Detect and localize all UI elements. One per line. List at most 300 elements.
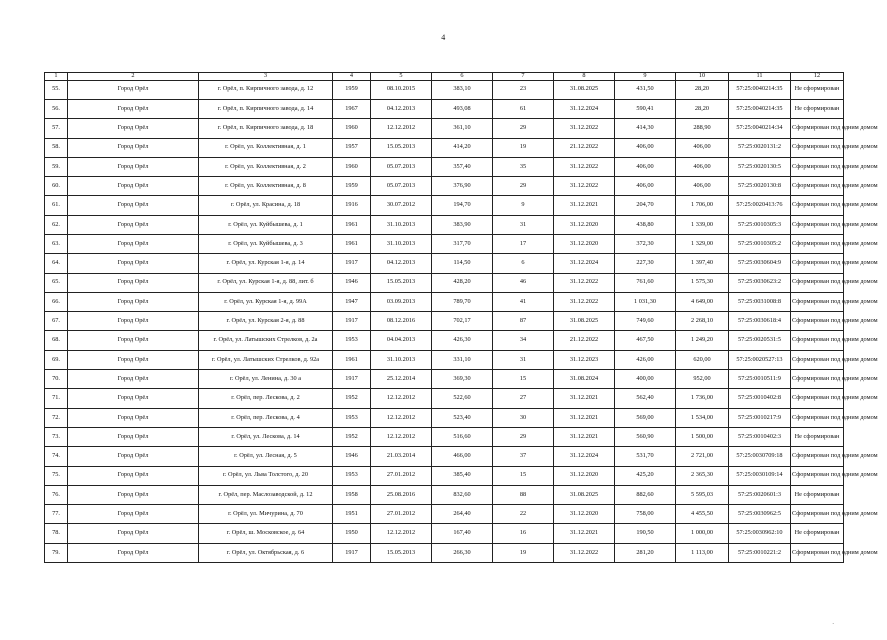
planned-resettlement-date-cell: 31.12.2021 xyxy=(554,389,615,408)
cadastral-number-cell: 57:25:0030604:9 xyxy=(729,254,791,273)
land-plot-status-cell: Сформирован под одним домом xyxy=(791,331,844,350)
row-number-cell: 55. xyxy=(45,80,68,99)
year-built-cell: 1946 xyxy=(333,447,371,466)
resettlement-area-cell: 560,90 xyxy=(615,427,676,446)
cadastral-number-cell: 57:25:0031008:8 xyxy=(729,292,791,311)
area-cell: 522,60 xyxy=(432,389,493,408)
municipality-cell: Город Орёл xyxy=(68,427,199,446)
table-row xyxy=(45,99,844,118)
land-plot-status-cell: Сформирован под одним домом xyxy=(791,138,844,157)
residents-cell: 15 xyxy=(493,370,554,389)
residents-cell: 87 xyxy=(493,312,554,331)
table-row xyxy=(45,408,844,427)
row-number-cell: 68. xyxy=(45,331,68,350)
table-row xyxy=(45,234,844,253)
land-plot-status-cell: Сформирован под одним домом xyxy=(791,466,844,485)
municipality-cell: Город Орёл xyxy=(68,370,199,389)
resettlement-area-cell: 281,20 xyxy=(615,543,676,562)
resettlement-area-cell: 426,00 xyxy=(615,350,676,369)
row-number-cell: 57. xyxy=(45,119,68,138)
address-cell: г. Орёл, ул. Латышских Стрелков, д. 92а xyxy=(199,350,333,369)
area-cell: 361,10 xyxy=(432,119,493,138)
land-plot-status-cell: Не сформирован xyxy=(791,99,844,118)
planned-resettlement-date-cell: 31.12.2024 xyxy=(554,99,615,118)
cadastral-number-cell: 57:25:0010221:2 xyxy=(729,543,791,562)
row-number-cell: 69. xyxy=(45,350,68,369)
year-built-cell: 1917 xyxy=(333,312,371,331)
date-recognized-cell: 12.12.2012 xyxy=(371,408,432,427)
planned-resettlement-date-cell: 31.12.2024 xyxy=(554,254,615,273)
date-recognized-cell: 25.08.2016 xyxy=(371,485,432,504)
area-cell: 702,17 xyxy=(432,312,493,331)
municipality-cell: Город Орёл xyxy=(68,485,199,504)
row-number-cell: 79. xyxy=(45,543,68,562)
planned-resettlement-date-cell: 31.12.2020 xyxy=(554,215,615,234)
cadastral-number-cell: 57:25:0010511:9 xyxy=(729,370,791,389)
land-area-cell: 28,20 xyxy=(676,99,729,118)
residents-cell: 31 xyxy=(493,215,554,234)
resettlement-area-cell: 431,50 xyxy=(615,80,676,99)
cadastral-number-cell: 57:25:0020130:8 xyxy=(729,177,791,196)
cadastral-number-cell: 57:25:0010217:9 xyxy=(729,408,791,427)
land-area-cell: 1 706,00 xyxy=(676,196,729,215)
row-number-cell: 66. xyxy=(45,292,68,311)
land-plot-status-cell: Сформирован под одним домом xyxy=(791,312,844,331)
residents-cell: 29 xyxy=(493,427,554,446)
resettlement-area-cell: 406,00 xyxy=(615,177,676,196)
land-area-cell: 1 500,00 xyxy=(676,427,729,446)
land-plot-status-cell: Сформирован под одним домом xyxy=(791,447,844,466)
year-built-cell: 1967 xyxy=(333,99,371,118)
row-number-cell: 58. xyxy=(45,138,68,157)
land-area-cell: 5 595,03 xyxy=(676,485,729,504)
municipality-cell: Город Орёл xyxy=(68,273,199,292)
address-cell: г. Орёл, ул. Курская 1-я, д. 14 xyxy=(199,254,333,273)
land-plot-status-cell: Сформирован под одним домом xyxy=(791,157,844,176)
year-built-cell: 1952 xyxy=(333,389,371,408)
planned-resettlement-date-cell: 31.08.2025 xyxy=(554,312,615,331)
address-cell: г. Орёл, ул. Курская 1-я, д. 99А xyxy=(199,292,333,311)
column-number-1: 1 xyxy=(45,73,68,81)
date-recognized-cell: 03.09.2013 xyxy=(371,292,432,311)
cadastral-number-cell: 57:25:0020131:2 xyxy=(729,138,791,157)
planned-resettlement-date-cell: 21.12.2022 xyxy=(554,331,615,350)
land-plot-status-cell: Не сформирован xyxy=(791,524,844,543)
land-area-cell: 620,00 xyxy=(676,350,729,369)
year-built-cell: 1951 xyxy=(333,505,371,524)
land-area-cell: 952,00 xyxy=(676,370,729,389)
date-recognized-cell: 27.01.2012 xyxy=(371,466,432,485)
residents-cell: 41 xyxy=(493,292,554,311)
year-built-cell: 1917 xyxy=(333,254,371,273)
land-plot-status-cell: Не сформирован xyxy=(791,485,844,504)
year-built-cell: 1947 xyxy=(333,292,371,311)
year-built-cell: 1959 xyxy=(333,177,371,196)
planned-resettlement-date-cell: 31.12.2022 xyxy=(554,157,615,176)
column-number-12: 12 xyxy=(791,73,844,81)
cadastral-number-cell: 57:25:0030623:2 xyxy=(729,273,791,292)
address-cell: г. Орёл, ул. Коллективная, д. 1 xyxy=(199,138,333,157)
planned-resettlement-date-cell: 31.12.2022 xyxy=(554,273,615,292)
land-area-cell: 2 365,30 xyxy=(676,466,729,485)
row-number-cell: 70. xyxy=(45,370,68,389)
table-row xyxy=(45,312,844,331)
column-number-row xyxy=(45,73,844,81)
address-cell: г. Орёл, ул. Коллективная, д. 8 xyxy=(199,177,333,196)
date-recognized-cell: 15.05.2013 xyxy=(371,273,432,292)
cadastral-number-cell: 57:25:0010402:8 xyxy=(729,389,791,408)
resettlement-area-cell: 204,70 xyxy=(615,196,676,215)
land-plot-status-cell: Сформирован под одним домом xyxy=(791,234,844,253)
table-row xyxy=(45,485,844,504)
date-recognized-cell: 31.10.2013 xyxy=(371,234,432,253)
row-number-cell: 74. xyxy=(45,447,68,466)
municipality-cell: Город Орёл xyxy=(68,157,199,176)
year-built-cell: 1917 xyxy=(333,370,371,389)
table-row xyxy=(45,119,844,138)
date-recognized-cell: 30.07.2012 xyxy=(371,196,432,215)
year-built-cell: 1952 xyxy=(333,427,371,446)
table-row xyxy=(45,370,844,389)
area-cell: 426,30 xyxy=(432,331,493,350)
address-cell: г. Орёл, ул. Латышских Стрелков, д. 2а xyxy=(199,331,333,350)
planned-resettlement-date-cell: 31.12.2021 xyxy=(554,524,615,543)
address-cell: г. Орёл, п. Кирпичного завода, д. 14 xyxy=(199,99,333,118)
year-built-cell: 1946 xyxy=(333,273,371,292)
column-number-11: 11 xyxy=(729,73,791,81)
year-built-cell: 1961 xyxy=(333,215,371,234)
land-area-cell: 1 534,00 xyxy=(676,408,729,427)
year-built-cell: 1958 xyxy=(333,485,371,504)
table-row xyxy=(45,157,844,176)
column-number-5: 5 xyxy=(371,73,432,81)
land-plot-status-cell: Сформирован под одним домом xyxy=(791,408,844,427)
row-number-cell: 56. xyxy=(45,99,68,118)
land-plot-status-cell: Сформирован под одним домом xyxy=(791,505,844,524)
cadastral-number-cell: 57:25:0030962:5 xyxy=(729,505,791,524)
land-plot-status-cell: Сформирован под одним домом xyxy=(791,119,844,138)
date-recognized-cell: 08.10.2015 xyxy=(371,80,432,99)
row-number-cell: 65. xyxy=(45,273,68,292)
land-plot-status-cell: Сформирован под одним домом xyxy=(791,292,844,311)
planned-resettlement-date-cell: 31.08.2025 xyxy=(554,80,615,99)
table-row xyxy=(45,543,844,562)
area-cell: 194,70 xyxy=(432,196,493,215)
year-built-cell: 1957 xyxy=(333,138,371,157)
row-number-cell: 73. xyxy=(45,427,68,446)
area-cell: 414,20 xyxy=(432,138,493,157)
area-cell: 385,40 xyxy=(432,466,493,485)
municipality-cell: Город Орёл xyxy=(68,254,199,273)
row-number-cell: 67. xyxy=(45,312,68,331)
municipality-cell: Город Орёл xyxy=(68,331,199,350)
table-row xyxy=(45,350,844,369)
land-area-cell: 406,00 xyxy=(676,177,729,196)
table-row xyxy=(45,389,844,408)
area-cell: 369,30 xyxy=(432,370,493,389)
planned-resettlement-date-cell: 31.12.2022 xyxy=(554,119,615,138)
land-plot-status-cell: Сформирован под одним домом xyxy=(791,215,844,234)
area-cell: 167,40 xyxy=(432,524,493,543)
resettlement-area-cell: 758,00 xyxy=(615,505,676,524)
area-cell: 383,10 xyxy=(432,80,493,99)
row-number-cell: 71. xyxy=(45,389,68,408)
address-cell: г. Орёл, пер. Лескова, д. 2 xyxy=(199,389,333,408)
area-cell: 493,08 xyxy=(432,99,493,118)
residents-cell: 34 xyxy=(493,331,554,350)
year-built-cell: 1916 xyxy=(333,196,371,215)
land-area-cell: 1 329,00 xyxy=(676,234,729,253)
table-row xyxy=(45,215,844,234)
cadastral-number-cell: 57:25:0040214:34 xyxy=(729,119,791,138)
municipality-cell: Город Орёл xyxy=(68,505,199,524)
planned-resettlement-date-cell: 31.12.2023 xyxy=(554,350,615,369)
year-built-cell: 1959 xyxy=(333,80,371,99)
municipality-cell: Город Орёл xyxy=(68,292,199,311)
planned-resettlement-date-cell: 21.12.2022 xyxy=(554,138,615,157)
land-area-cell: 4 649,00 xyxy=(676,292,729,311)
land-plot-status-cell: Не сформирован xyxy=(791,80,844,99)
area-cell: 466,00 xyxy=(432,447,493,466)
resettlement-area-cell: 569,00 xyxy=(615,408,676,427)
row-number-cell: 76. xyxy=(45,485,68,504)
planned-resettlement-date-cell: 31.12.2020 xyxy=(554,466,615,485)
column-number-6: 6 xyxy=(432,73,493,81)
address-cell: г. Орёл, пер. Лескова, д. 4 xyxy=(199,408,333,427)
column-number-7: 7 xyxy=(493,73,554,81)
scan-dot: · xyxy=(832,620,835,628)
resettlement-area-cell: 406,00 xyxy=(615,157,676,176)
land-area-cell: 1 397,40 xyxy=(676,254,729,273)
land-area-cell: 1 113,00 xyxy=(676,543,729,562)
resettlement-area-cell: 406,00 xyxy=(615,138,676,157)
municipality-cell: Город Орёл xyxy=(68,389,199,408)
table-row xyxy=(45,196,844,215)
area-cell: 428,20 xyxy=(432,273,493,292)
residents-cell: 29 xyxy=(493,177,554,196)
land-area-cell: 1 000,00 xyxy=(676,524,729,543)
date-recognized-cell: 21.03.2014 xyxy=(371,447,432,466)
date-recognized-cell: 05.07.2013 xyxy=(371,157,432,176)
municipality-cell: Город Орёл xyxy=(68,196,199,215)
cadastral-number-cell: 57:25:0010305:3 xyxy=(729,215,791,234)
column-number-3: 3 xyxy=(199,73,333,81)
row-number-cell: 59. xyxy=(45,157,68,176)
table-row xyxy=(45,273,844,292)
planned-resettlement-date-cell: 31.12.2020 xyxy=(554,234,615,253)
table-row xyxy=(45,427,844,446)
municipality-cell: Город Орёл xyxy=(68,543,199,562)
residents-cell: 19 xyxy=(493,138,554,157)
resettlement-area-cell: 414,30 xyxy=(615,119,676,138)
year-built-cell: 1961 xyxy=(333,350,371,369)
municipality-cell: Город Орёл xyxy=(68,447,199,466)
table-body xyxy=(45,80,878,562)
table-row xyxy=(45,177,844,196)
year-built-cell: 1950 xyxy=(333,524,371,543)
municipality-cell: Город Орёл xyxy=(68,215,199,234)
date-recognized-cell: 12.12.2012 xyxy=(371,389,432,408)
address-cell: г. Орёл, ул. Лесная, д. 5 xyxy=(199,447,333,466)
residents-cell: 30 xyxy=(493,408,554,427)
residents-cell: 22 xyxy=(493,505,554,524)
residents-cell: 46 xyxy=(493,273,554,292)
residents-cell: 37 xyxy=(493,447,554,466)
planned-resettlement-date-cell: 31.12.2022 xyxy=(554,543,615,562)
address-cell: г. Орёл, пер. Маслозаводской, д. 12 xyxy=(199,485,333,504)
area-cell: 376,90 xyxy=(432,177,493,196)
year-built-cell: 1961 xyxy=(333,234,371,253)
municipality-cell: Город Орёл xyxy=(68,80,199,99)
land-area-cell: 406,00 xyxy=(676,138,729,157)
row-number-cell: 75. xyxy=(45,466,68,485)
resettlement-area-cell: 749,60 xyxy=(615,312,676,331)
resettlement-area-cell: 1 031,30 xyxy=(615,292,676,311)
resettlement-area-cell: 590,41 xyxy=(615,99,676,118)
address-cell: г. Орёл, ул. Коллективная, д. 2 xyxy=(199,157,333,176)
residents-cell: 15 xyxy=(493,466,554,485)
address-cell: г. Орёл, ул. Красина, д. 18 xyxy=(199,196,333,215)
address-cell: г. Орёл, п. Кирпичного завода, д. 12 xyxy=(199,80,333,99)
cadastral-number-cell: 57:25:0020601:3 xyxy=(729,485,791,504)
area-cell: 264,40 xyxy=(432,505,493,524)
residents-cell: 88 xyxy=(493,485,554,504)
row-number-cell: 60. xyxy=(45,177,68,196)
resettlement-area-cell: 438,80 xyxy=(615,215,676,234)
page-number: 4 xyxy=(441,33,446,42)
address-cell: г. Орёл, ул. Октябрьская, д. 6 xyxy=(199,543,333,562)
date-recognized-cell: 27.01.2012 xyxy=(371,505,432,524)
address-cell: г. Орёл, ул. Курская 1-я, д. 88, лит. б xyxy=(199,273,333,292)
date-recognized-cell: 04.12.2013 xyxy=(371,254,432,273)
address-cell: г. Орёл, ул. Ленина, д. 30 а xyxy=(199,370,333,389)
year-built-cell: 1953 xyxy=(333,331,371,350)
date-recognized-cell: 05.07.2013 xyxy=(371,177,432,196)
table-row xyxy=(45,80,844,99)
resettlement-area-cell: 227,30 xyxy=(615,254,676,273)
residents-cell: 35 xyxy=(493,157,554,176)
land-plot-status-cell: Сформирован под одним домом xyxy=(791,370,844,389)
municipality-cell: Город Орёл xyxy=(68,99,199,118)
land-plot-status-cell: Сформирован под одним домом xyxy=(791,196,844,215)
residents-cell: 6 xyxy=(493,254,554,273)
land-plot-status-cell: Сформирован под одним домом xyxy=(791,254,844,273)
area-cell: 832,60 xyxy=(432,485,493,504)
address-cell: г. Орёл, п. Кирпичного завода, д. 18 xyxy=(199,119,333,138)
cadastral-number-cell: 57:25:0020531:5 xyxy=(729,331,791,350)
land-area-cell: 406,00 xyxy=(676,157,729,176)
land-plot-status-cell: Сформирован под одним домом xyxy=(791,389,844,408)
column-number-10: 10 xyxy=(676,73,729,81)
resettlement-area-cell: 190,50 xyxy=(615,524,676,543)
area-cell: 383,90 xyxy=(432,215,493,234)
municipality-cell: Город Орёл xyxy=(68,408,199,427)
date-recognized-cell: 12.12.2012 xyxy=(371,524,432,543)
land-area-cell: 28,20 xyxy=(676,80,729,99)
cadastral-number-cell: 57:25:0040214:35 xyxy=(729,99,791,118)
cadastral-number-cell: 57:25:0020413:76 xyxy=(729,196,791,215)
planned-resettlement-date-cell: 31.12.2021 xyxy=(554,196,615,215)
row-number-cell: 72. xyxy=(45,408,68,427)
row-number-cell: 62. xyxy=(45,215,68,234)
planned-resettlement-date-cell: 31.12.2024 xyxy=(554,447,615,466)
planned-resettlement-date-cell: 31.12.2022 xyxy=(554,177,615,196)
area-cell: 357,40 xyxy=(432,157,493,176)
date-recognized-cell: 15.05.2013 xyxy=(371,138,432,157)
planned-resettlement-date-cell: 31.08.2024 xyxy=(554,370,615,389)
land-area-cell: 2 721,00 xyxy=(676,447,729,466)
table-row xyxy=(45,331,844,350)
land-area-cell: 1 575,30 xyxy=(676,273,729,292)
table-row xyxy=(45,292,844,311)
date-recognized-cell: 31.10.2013 xyxy=(371,215,432,234)
planned-resettlement-date-cell: 31.12.2022 xyxy=(554,292,615,311)
area-cell: 331,10 xyxy=(432,350,493,369)
column-number-8: 8 xyxy=(554,73,615,81)
area-cell: 114,50 xyxy=(432,254,493,273)
land-plot-status-cell: Сформирован под одним домом xyxy=(791,350,844,369)
area-cell: 523,40 xyxy=(432,408,493,427)
address-cell: г. Орёл, ул. Куйбышева, д. 1 xyxy=(199,215,333,234)
cadastral-number-cell: 57:25:0030962:10 xyxy=(729,524,791,543)
residents-cell: 27 xyxy=(493,389,554,408)
land-area-cell: 1 249,20 xyxy=(676,331,729,350)
residents-cell: 29 xyxy=(493,119,554,138)
municipality-cell: Город Орёл xyxy=(68,312,199,331)
year-built-cell: 1960 xyxy=(333,157,371,176)
cadastral-number-cell: 57:25:0030709:18 xyxy=(729,447,791,466)
planned-resettlement-date-cell: 31.08.2025 xyxy=(554,485,615,504)
planned-resettlement-date-cell: 31.12.2020 xyxy=(554,505,615,524)
area-cell: 317,70 xyxy=(432,234,493,253)
area-cell: 266,30 xyxy=(432,543,493,562)
resettlement-area-cell: 425,20 xyxy=(615,466,676,485)
land-area-cell: 2 268,10 xyxy=(676,312,729,331)
land-plot-status-cell: Сформирован под одним домом xyxy=(791,273,844,292)
year-built-cell: 1917 xyxy=(333,543,371,562)
resettlement-area-cell: 467,50 xyxy=(615,331,676,350)
date-recognized-cell: 12.12.2012 xyxy=(371,427,432,446)
residents-cell: 16 xyxy=(493,524,554,543)
land-area-cell: 288,90 xyxy=(676,119,729,138)
resettlement-area-cell: 372,30 xyxy=(615,234,676,253)
land-area-cell: 1 736,00 xyxy=(676,389,729,408)
municipality-cell: Город Орёл xyxy=(68,234,199,253)
cadastral-number-cell: 57:25:0020527:13 xyxy=(729,350,791,369)
year-built-cell: 1953 xyxy=(333,466,371,485)
municipality-cell: Город Орёл xyxy=(68,177,199,196)
land-plot-status-cell: Не сформирован xyxy=(791,427,844,446)
column-number-4: 4 xyxy=(333,73,371,81)
date-recognized-cell: 15.05.2013 xyxy=(371,543,432,562)
municipality-cell: Город Орёл xyxy=(68,524,199,543)
resettlement-area-cell: 531,70 xyxy=(615,447,676,466)
cadastral-number-cell: 57:25:0010305:2 xyxy=(729,234,791,253)
table-row xyxy=(45,524,844,543)
column-number-9: 9 xyxy=(615,73,676,81)
residents-cell: 23 xyxy=(493,80,554,99)
date-recognized-cell: 12.12.2012 xyxy=(371,119,432,138)
residents-cell: 9 xyxy=(493,196,554,215)
municipality-cell: Город Орёл xyxy=(68,138,199,157)
cadastral-number-cell: 57:25:0020130:5 xyxy=(729,157,791,176)
date-recognized-cell: 04.12.2013 xyxy=(371,99,432,118)
date-recognized-cell: 25.12.2014 xyxy=(371,370,432,389)
row-number-cell: 78. xyxy=(45,524,68,543)
residents-cell: 31 xyxy=(493,350,554,369)
resettlement-area-cell: 882,60 xyxy=(615,485,676,504)
table-row xyxy=(45,254,844,273)
